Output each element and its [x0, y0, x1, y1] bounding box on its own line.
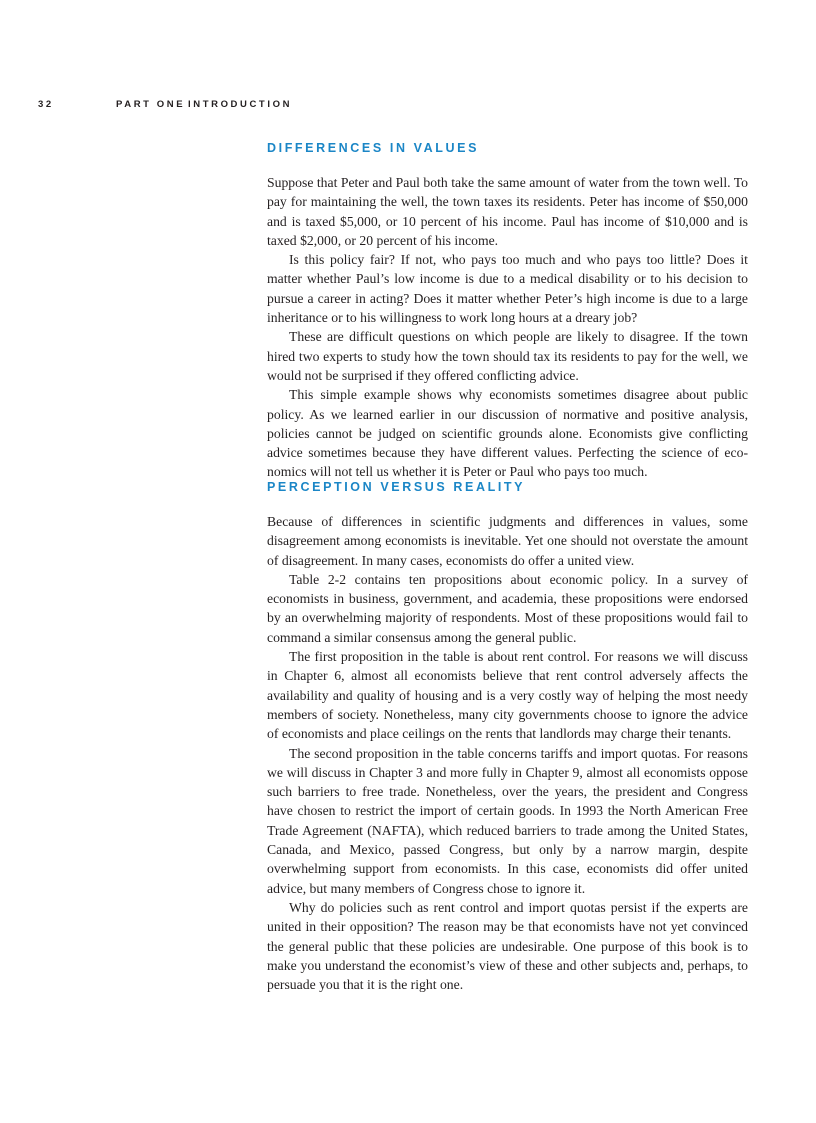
section-heading-differences-in-values: DIFFERENCES IN VALUES [267, 141, 480, 155]
paragraph: Because of differences in scientific judgments and differences in values, some disagreement among economists is inevitable. Yet one should not overstate the amount of disagreement. In many cases, economists do offer a united view. [267, 514, 748, 568]
paragraph: These are difficult questions on which people are likely to disagree. If the town hired two experts to study how the town should tax its residents to pay for the well, we would not be surprised if they offered conflicting advice. [267, 329, 748, 383]
section-body-differences-in-values [267, 173, 748, 482]
section-heading-perception-versus-reality: PERCEPTION VERSUS REALITY [267, 480, 526, 494]
section-body-perception-versus-reality [267, 512, 748, 994]
paragraph: Table 2-2 contains ten propositions about economic policy. In a survey of economists in business, government, and academia, these propositions were endorsed by an overwhelming majority of respondents. Most of these propositions would fail to command a similar consensus among the general public. [267, 571, 748, 645]
page-number: 32 [38, 99, 54, 110]
paragraph: Suppose that Peter and Paul both take the same amount of water from the town well. To pay for maintaining the well, the town taxes its residents. Peter has income of $50,000 and is taxed $5,000, or 10 percent of his income. Paul has income of $10,000 and is taxed $2,000, or 20 percent of his income. [267, 175, 748, 248]
paragraph: The first proposition in the table is about rent control. For reasons we will discuss in Chapter 6, almost all economists believe that rent control adversely affects the availability and quality of housing and is a very costly way of helping the most needy members of society. Nonetheless, many city governments choose to ignore the advice of economists and place ceilings on the rents that landlords may charge their tenants. [267, 649, 748, 742]
paragraph: This simple example shows why economists sometimes disagree about public policy. As we learned earlier in our discussion of normative and positive analysis, policies cannot be judged on scientific grounds alone. Economists give conflicting advice sometimes because they have different values. Perfecting the science of economics will not tell us whether it is Peter or Paul who pays too much. [267, 387, 748, 480]
paragraph: The second proposition in the table concerns tariffs and import quotas. For reasons we will discuss in Chapter 3 and more fully in Chapter 9, almost all economists oppose such barriers to free trade. Nonetheless, over the years, the president and Congress have chosen to restrict the import of certain goods. In 1993 the North American Free Trade Agreement (NAFTA), which reduced barriers to trade among the United States, Canada, and Mexico, passed Congress, but only by a narrow margin, despite overwhelming support from economists. In this case, economists did offer united advice, but many members of Congress chose to ignore it. [267, 745, 748, 896]
part-title: INTRODUCTION [188, 99, 293, 110]
paragraph: Is this policy fair? If not, who pays too much and who pays too little? Does it matter whether Paul’s low income is due to a medical disability or to his decision to pursue a career in acting? Does it matter whether Peter’s high income is due to a large inheritance or to his willingness to work long hours at a dreary job? [267, 252, 748, 326]
running-head [38, 99, 292, 110]
paragraph: Why do policies such as rent control and import quotas persist if the experts are united in their opposition? The reason may be that economists have not yet convinced the general public that these policies are undesirable. One purpose of this book is to make you understand the economist’s view of these and other subjects and, perhaps, to persuade you that it is the right one. [267, 899, 748, 993]
part-label: PART ONE [116, 99, 186, 110]
